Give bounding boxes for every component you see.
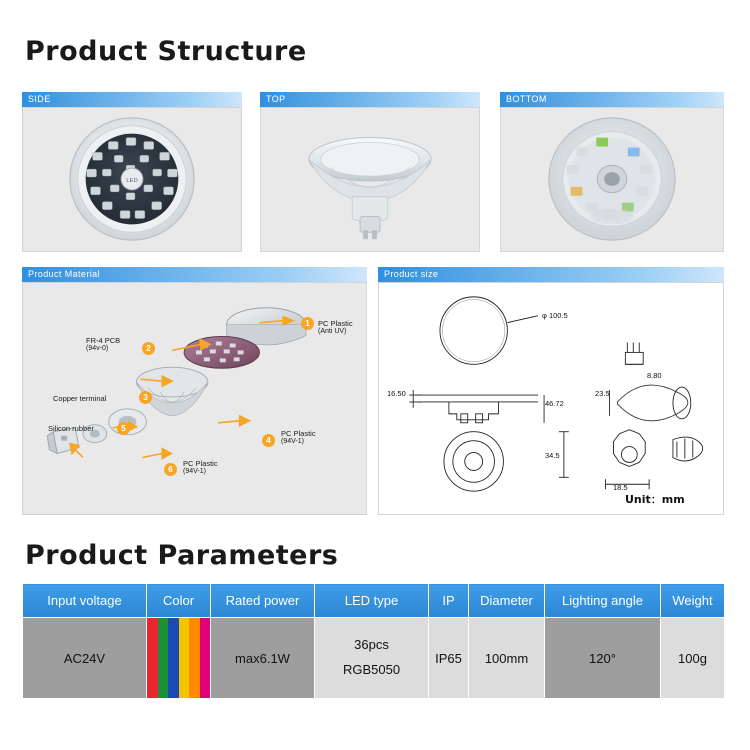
svg-text:LED: LED [126, 177, 138, 184]
material-badge-2: 2 [142, 342, 155, 355]
caption-side: SIDE [22, 92, 242, 107]
cell-color-swatches [147, 618, 211, 699]
material-badge-5: 5 [117, 422, 130, 435]
material-label-3: Copper terminal [53, 394, 107, 403]
page-title-parameters: Product Parameters [25, 540, 339, 571]
color-swatch-0 [147, 618, 158, 698]
cell-led-type [315, 618, 429, 699]
size-label-body-height: 34.5 [545, 451, 560, 460]
color-swatch-2 [168, 618, 179, 698]
size-label-pin-height: 8.80 [647, 371, 662, 380]
header-weight: Weight [661, 584, 725, 618]
header-rated-power: Rated power [211, 584, 315, 618]
size-label-diameter: φ 100.5 [542, 311, 568, 320]
photo-bottom-view [500, 107, 724, 252]
panel-product-size [378, 282, 724, 515]
material-badge-1: 1 [301, 317, 314, 330]
material-label-5: Silicon rubber [48, 424, 94, 433]
caption-top: TOP [260, 92, 480, 107]
caption-product-material: Product Material [22, 267, 367, 282]
cell-ip: IP65 [429, 618, 469, 699]
cell-rated-power: max6.1W [211, 618, 315, 699]
color-swatch-4 [189, 618, 200, 698]
header-diameter: Diameter [469, 584, 545, 618]
color-swatch-3 [179, 618, 190, 698]
header-input-voltage: Input voltage [23, 584, 147, 618]
led-type-model: RGB5050 [342, 662, 401, 677]
parameters-table [22, 583, 725, 699]
material-badge-3: 3 [139, 391, 152, 404]
caption-product-size: Product size [378, 267, 724, 282]
page-title-structure: Product Structure [25, 36, 307, 67]
lamp-bottom-view-icon [501, 108, 723, 251]
panel-product-material [22, 282, 367, 515]
cell-input-voltage: AC24V [23, 618, 147, 699]
header-ip: IP [429, 584, 469, 618]
lamp-top-view-icon [261, 108, 479, 251]
header-color: Color [147, 584, 211, 618]
led-type-count: 36pcs [354, 637, 389, 653]
table-header-row [23, 584, 725, 618]
photo-top-view [260, 107, 480, 252]
lamp-side-view-icon [23, 108, 241, 251]
material-badge-6: 6 [164, 463, 177, 476]
size-label-thickness-left: 16.50 [387, 389, 406, 398]
photo-side-view [22, 107, 242, 252]
material-label-4: PC Plastic (94V-1) [281, 429, 316, 445]
color-swatch-1 [158, 618, 169, 698]
color-swatch-5 [200, 618, 211, 698]
material-label-6: PC Plastic (94V-1) [183, 459, 218, 475]
cell-diameter: 100mm [469, 618, 545, 699]
size-unit-label: Unit：mm [625, 493, 685, 506]
size-label-stem-height: 23.5 [595, 389, 610, 398]
header-lighting-angle: Lighting angle [545, 584, 661, 618]
header-led-type: LED type [315, 584, 429, 618]
material-label-1: PC Plastic (Anti UV) [318, 319, 353, 335]
color-strip [147, 618, 210, 698]
material-label-2: FR-4 PCB (94v-0) [86, 336, 121, 352]
caption-bottom: BOTTOM [500, 92, 724, 107]
table-row [23, 618, 725, 699]
size-label-base-width: 18.5 [613, 483, 628, 492]
cell-lighting-angle: 120° [545, 618, 661, 699]
cell-weight: 100g [661, 618, 725, 699]
size-label-overall-width: 46.72 [545, 399, 564, 408]
material-badge-4: 4 [262, 434, 275, 447]
